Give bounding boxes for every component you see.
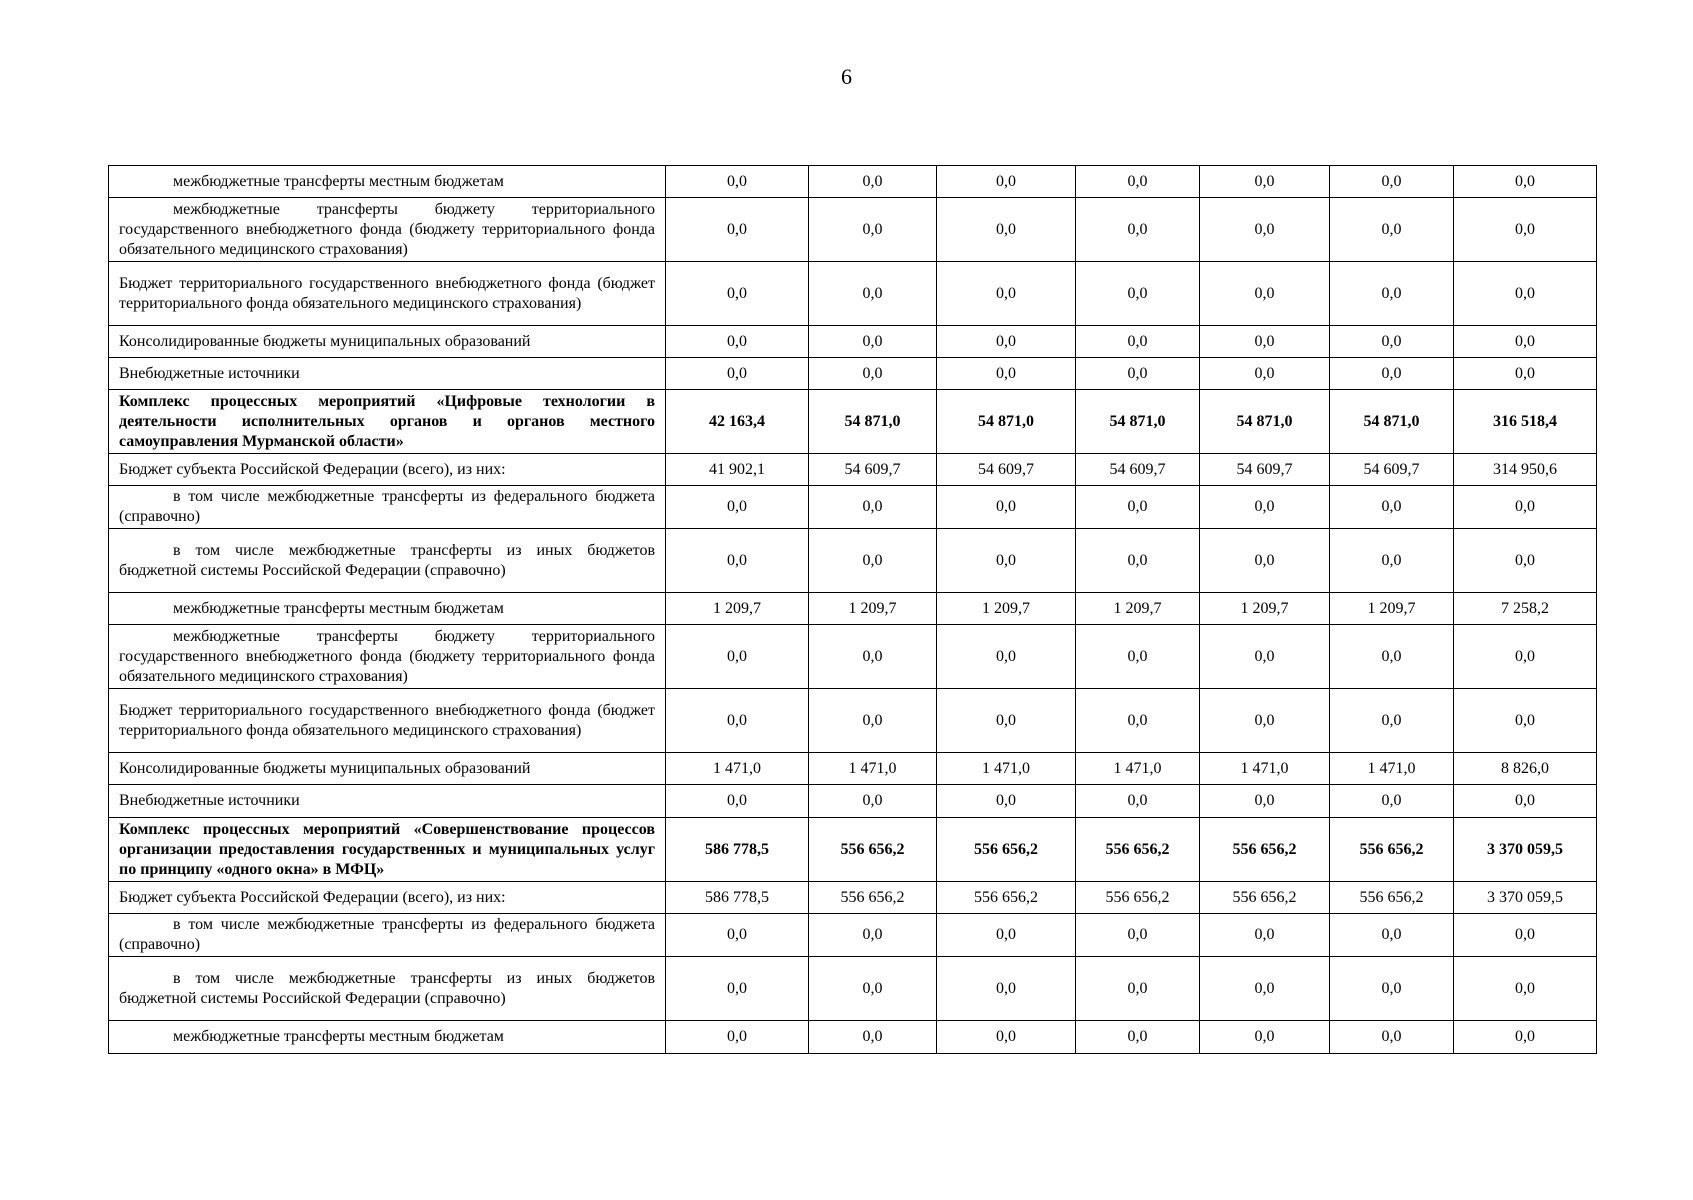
cell-value: 1 471,0 bbox=[1330, 753, 1454, 785]
row-label: в том числе межбюджетные трансферты из иных бюджетов бюджетной системы Российской Федерации (справочно) bbox=[109, 529, 666, 593]
cell-value: 556 656,2 bbox=[937, 818, 1076, 882]
cell-total: 314 950,6 bbox=[1454, 454, 1597, 486]
cell-value: 0,0 bbox=[1076, 358, 1200, 390]
cell-value: 54 871,0 bbox=[1076, 390, 1200, 454]
cell-value: 586 778,5 bbox=[666, 818, 809, 882]
cell-value: 556 656,2 bbox=[1076, 882, 1200, 914]
cell-total: 0,0 bbox=[1454, 785, 1597, 818]
cell-value: 1 471,0 bbox=[937, 753, 1076, 785]
budget-table bbox=[108, 165, 1597, 1054]
cell-value: 0,0 bbox=[1200, 198, 1330, 262]
cell-value: 0,0 bbox=[1200, 326, 1330, 358]
cell-value: 54 609,7 bbox=[1076, 454, 1200, 486]
cell-value: 0,0 bbox=[1076, 689, 1200, 753]
row-label: межбюджетные трансферты бюджету территориального государственного внебюджетного фонда (бюджету территориального фонда обязательного медицинского страхования) bbox=[109, 198, 666, 262]
cell-value: 0,0 bbox=[1076, 326, 1200, 358]
cell-value: 1 209,7 bbox=[1076, 593, 1200, 625]
cell-value: 0,0 bbox=[1200, 166, 1330, 198]
cell-value: 556 656,2 bbox=[809, 818, 937, 882]
cell-value: 1 471,0 bbox=[1076, 753, 1200, 785]
cell-value: 54 871,0 bbox=[1200, 390, 1330, 454]
cell-value: 41 902,1 bbox=[666, 454, 809, 486]
cell-value: 0,0 bbox=[1330, 166, 1454, 198]
cell-value: 0,0 bbox=[937, 625, 1076, 689]
cell-total: 0,0 bbox=[1454, 166, 1597, 198]
cell-total: 0,0 bbox=[1454, 326, 1597, 358]
table-row bbox=[109, 454, 1597, 486]
cell-value: 0,0 bbox=[809, 529, 937, 593]
cell-value: 0,0 bbox=[1076, 262, 1200, 326]
cell-value: 1 209,7 bbox=[1330, 593, 1454, 625]
cell-value: 0,0 bbox=[666, 689, 809, 753]
row-label: в том числе межбюджетные трансферты из иных бюджетов бюджетной системы Российской Федерации (справочно) bbox=[109, 957, 666, 1021]
table-row bbox=[109, 957, 1597, 1021]
row-label: Бюджет территориального государственного внебюджетного фонда (бюджет территориального фонда обязательного медицинского страхования) bbox=[109, 262, 666, 326]
cell-value: 0,0 bbox=[937, 198, 1076, 262]
row-label: Внебюджетные источники bbox=[109, 358, 666, 390]
table-row bbox=[109, 625, 1597, 689]
row-label: Комплекс процессных мероприятий «Цифровые технологии в деятельности исполнительных органов и органов местного самоуправления Мурманской области» bbox=[109, 390, 666, 454]
cell-value: 0,0 bbox=[937, 262, 1076, 326]
cell-value: 0,0 bbox=[666, 166, 809, 198]
cell-value: 0,0 bbox=[809, 785, 937, 818]
cell-value: 556 656,2 bbox=[1330, 818, 1454, 882]
row-label: Бюджет территориального государственного внебюджетного фонда (бюджет территориального фонда обязательного медицинского страхования) bbox=[109, 689, 666, 753]
cell-value: 54 609,7 bbox=[1200, 454, 1330, 486]
row-label: Консолидированные бюджеты муниципальных образований bbox=[109, 326, 666, 358]
cell-value: 556 656,2 bbox=[1076, 818, 1200, 882]
cell-value: 0,0 bbox=[1330, 689, 1454, 753]
cell-value: 0,0 bbox=[937, 957, 1076, 1021]
cell-total: 0,0 bbox=[1454, 358, 1597, 390]
cell-value: 0,0 bbox=[1200, 689, 1330, 753]
page-number: 6 bbox=[841, 64, 852, 89]
cell-value: 0,0 bbox=[937, 486, 1076, 529]
cell-value: 0,0 bbox=[666, 529, 809, 593]
cell-value: 556 656,2 bbox=[937, 882, 1076, 914]
cell-total: 0,0 bbox=[1454, 914, 1597, 957]
row-label: Бюджет субъекта Российской Федерации (всего), из них: bbox=[109, 454, 666, 486]
cell-value: 0,0 bbox=[1200, 625, 1330, 689]
row-label: в том числе межбюджетные трансферты из федерального бюджета (справочно) bbox=[109, 486, 666, 529]
cell-value: 0,0 bbox=[666, 625, 809, 689]
row-label: межбюджетные трансферты бюджету территориального государственного внебюджетного фонда (бюджету территориального фонда обязательного медицинского страхования) bbox=[109, 625, 666, 689]
cell-value: 0,0 bbox=[1330, 914, 1454, 957]
cell-value: 0,0 bbox=[1076, 529, 1200, 593]
cell-total: 0,0 bbox=[1454, 198, 1597, 262]
cell-value: 0,0 bbox=[666, 914, 809, 957]
table-row bbox=[109, 486, 1597, 529]
cell-value: 54 871,0 bbox=[809, 390, 937, 454]
table-body bbox=[109, 166, 1597, 1054]
cell-total: 0,0 bbox=[1454, 486, 1597, 529]
cell-value: 556 656,2 bbox=[809, 882, 937, 914]
cell-value: 0,0 bbox=[1076, 914, 1200, 957]
cell-value: 54 871,0 bbox=[1330, 390, 1454, 454]
cell-value: 0,0 bbox=[1330, 262, 1454, 326]
cell-total: 0,0 bbox=[1454, 529, 1597, 593]
cell-value: 0,0 bbox=[1200, 529, 1330, 593]
cell-value: 0,0 bbox=[937, 166, 1076, 198]
table-row bbox=[109, 326, 1597, 358]
cell-value: 0,0 bbox=[809, 198, 937, 262]
cell-value: 556 656,2 bbox=[1330, 882, 1454, 914]
cell-value: 0,0 bbox=[666, 1021, 809, 1054]
cell-total: 0,0 bbox=[1454, 957, 1597, 1021]
cell-value: 0,0 bbox=[666, 198, 809, 262]
cell-value: 0,0 bbox=[1076, 198, 1200, 262]
cell-total: 0,0 bbox=[1454, 625, 1597, 689]
cell-value: 0,0 bbox=[937, 689, 1076, 753]
row-label: в том числе межбюджетные трансферты из федерального бюджета (справочно) bbox=[109, 914, 666, 957]
table-row bbox=[109, 390, 1597, 454]
row-label: Бюджет субъекта Российской Федерации (всего), из них: bbox=[109, 882, 666, 914]
row-label: Комплекс процессных мероприятий «Совершенствование процессов организации предоставления государственных и муниципальных услуг по принципу «одного окна» в МФЦ» bbox=[109, 818, 666, 882]
table-row bbox=[109, 785, 1597, 818]
cell-value: 0,0 bbox=[809, 689, 937, 753]
row-label: межбюджетные трансферты местным бюджетам bbox=[109, 166, 666, 198]
cell-value: 54 609,7 bbox=[1330, 454, 1454, 486]
cell-value: 556 656,2 bbox=[1200, 882, 1330, 914]
table-row bbox=[109, 262, 1597, 326]
cell-value: 0,0 bbox=[1200, 358, 1330, 390]
row-label: Консолидированные бюджеты муниципальных образований bbox=[109, 753, 666, 785]
cell-total: 0,0 bbox=[1454, 689, 1597, 753]
cell-value: 0,0 bbox=[1076, 957, 1200, 1021]
cell-value: 0,0 bbox=[1330, 957, 1454, 1021]
cell-value: 0,0 bbox=[1330, 326, 1454, 358]
row-label: Внебюджетные источники bbox=[109, 785, 666, 818]
cell-value: 0,0 bbox=[1076, 1021, 1200, 1054]
cell-value: 0,0 bbox=[1330, 1021, 1454, 1054]
cell-value: 54 609,7 bbox=[937, 454, 1076, 486]
cell-value: 42 163,4 bbox=[666, 390, 809, 454]
cell-value: 0,0 bbox=[937, 358, 1076, 390]
cell-value: 0,0 bbox=[1200, 914, 1330, 957]
cell-value: 0,0 bbox=[809, 326, 937, 358]
cell-value: 1 209,7 bbox=[809, 593, 937, 625]
cell-value: 1 209,7 bbox=[937, 593, 1076, 625]
cell-value: 0,0 bbox=[1076, 166, 1200, 198]
cell-value: 0,0 bbox=[937, 1021, 1076, 1054]
cell-total: 3 370 059,5 bbox=[1454, 818, 1597, 882]
table-row bbox=[109, 166, 1597, 198]
cell-value: 0,0 bbox=[666, 486, 809, 529]
table-row bbox=[109, 914, 1597, 957]
cell-value: 556 656,2 bbox=[1200, 818, 1330, 882]
cell-value: 54 609,7 bbox=[809, 454, 937, 486]
cell-value: 0,0 bbox=[937, 785, 1076, 818]
cell-value: 0,0 bbox=[1200, 785, 1330, 818]
cell-total: 8 826,0 bbox=[1454, 753, 1597, 785]
cell-value: 0,0 bbox=[937, 914, 1076, 957]
cell-value: 0,0 bbox=[1330, 358, 1454, 390]
table-row bbox=[109, 1021, 1597, 1054]
cell-value: 0,0 bbox=[1200, 957, 1330, 1021]
table-row bbox=[109, 593, 1597, 625]
cell-total: 3 370 059,5 bbox=[1454, 882, 1597, 914]
cell-total: 0,0 bbox=[1454, 262, 1597, 326]
cell-value: 0,0 bbox=[666, 358, 809, 390]
cell-value: 1 471,0 bbox=[809, 753, 937, 785]
cell-value: 0,0 bbox=[666, 262, 809, 326]
cell-value: 0,0 bbox=[809, 1021, 937, 1054]
cell-total: 7 258,2 bbox=[1454, 593, 1597, 625]
cell-value: 1 471,0 bbox=[666, 753, 809, 785]
cell-value: 0,0 bbox=[809, 914, 937, 957]
cell-value: 0,0 bbox=[1200, 262, 1330, 326]
cell-value: 1 209,7 bbox=[1200, 593, 1330, 625]
table-row bbox=[109, 818, 1597, 882]
cell-value: 0,0 bbox=[1330, 625, 1454, 689]
cell-value: 0,0 bbox=[666, 326, 809, 358]
table-row bbox=[109, 882, 1597, 914]
table-row bbox=[109, 529, 1597, 593]
cell-value: 0,0 bbox=[1076, 785, 1200, 818]
row-label: межбюджетные трансферты местным бюджетам bbox=[109, 1021, 666, 1054]
cell-value: 0,0 bbox=[1076, 486, 1200, 529]
table-row bbox=[109, 358, 1597, 390]
cell-value: 0,0 bbox=[809, 625, 937, 689]
cell-value: 0,0 bbox=[666, 785, 809, 818]
cell-value: 0,0 bbox=[1076, 625, 1200, 689]
cell-value: 0,0 bbox=[666, 957, 809, 1021]
cell-value: 586 778,5 bbox=[666, 882, 809, 914]
cell-total: 316 518,4 bbox=[1454, 390, 1597, 454]
cell-value: 0,0 bbox=[809, 166, 937, 198]
cell-value: 0,0 bbox=[1330, 198, 1454, 262]
row-label: межбюджетные трансферты местным бюджетам bbox=[109, 593, 666, 625]
cell-value: 0,0 bbox=[1330, 486, 1454, 529]
cell-value: 0,0 bbox=[1200, 1021, 1330, 1054]
cell-value: 54 871,0 bbox=[937, 390, 1076, 454]
table-row bbox=[109, 689, 1597, 753]
table-row bbox=[109, 753, 1597, 785]
cell-value: 0,0 bbox=[1330, 529, 1454, 593]
cell-value: 1 209,7 bbox=[666, 593, 809, 625]
cell-value: 1 471,0 bbox=[1200, 753, 1330, 785]
cell-total: 0,0 bbox=[1454, 1021, 1597, 1054]
cell-value: 0,0 bbox=[809, 358, 937, 390]
cell-value: 0,0 bbox=[809, 957, 937, 1021]
cell-value: 0,0 bbox=[937, 326, 1076, 358]
cell-value: 0,0 bbox=[1200, 486, 1330, 529]
cell-value: 0,0 bbox=[937, 529, 1076, 593]
cell-value: 0,0 bbox=[1330, 785, 1454, 818]
table-row bbox=[109, 198, 1597, 262]
cell-value: 0,0 bbox=[809, 486, 937, 529]
cell-value: 0,0 bbox=[809, 262, 937, 326]
